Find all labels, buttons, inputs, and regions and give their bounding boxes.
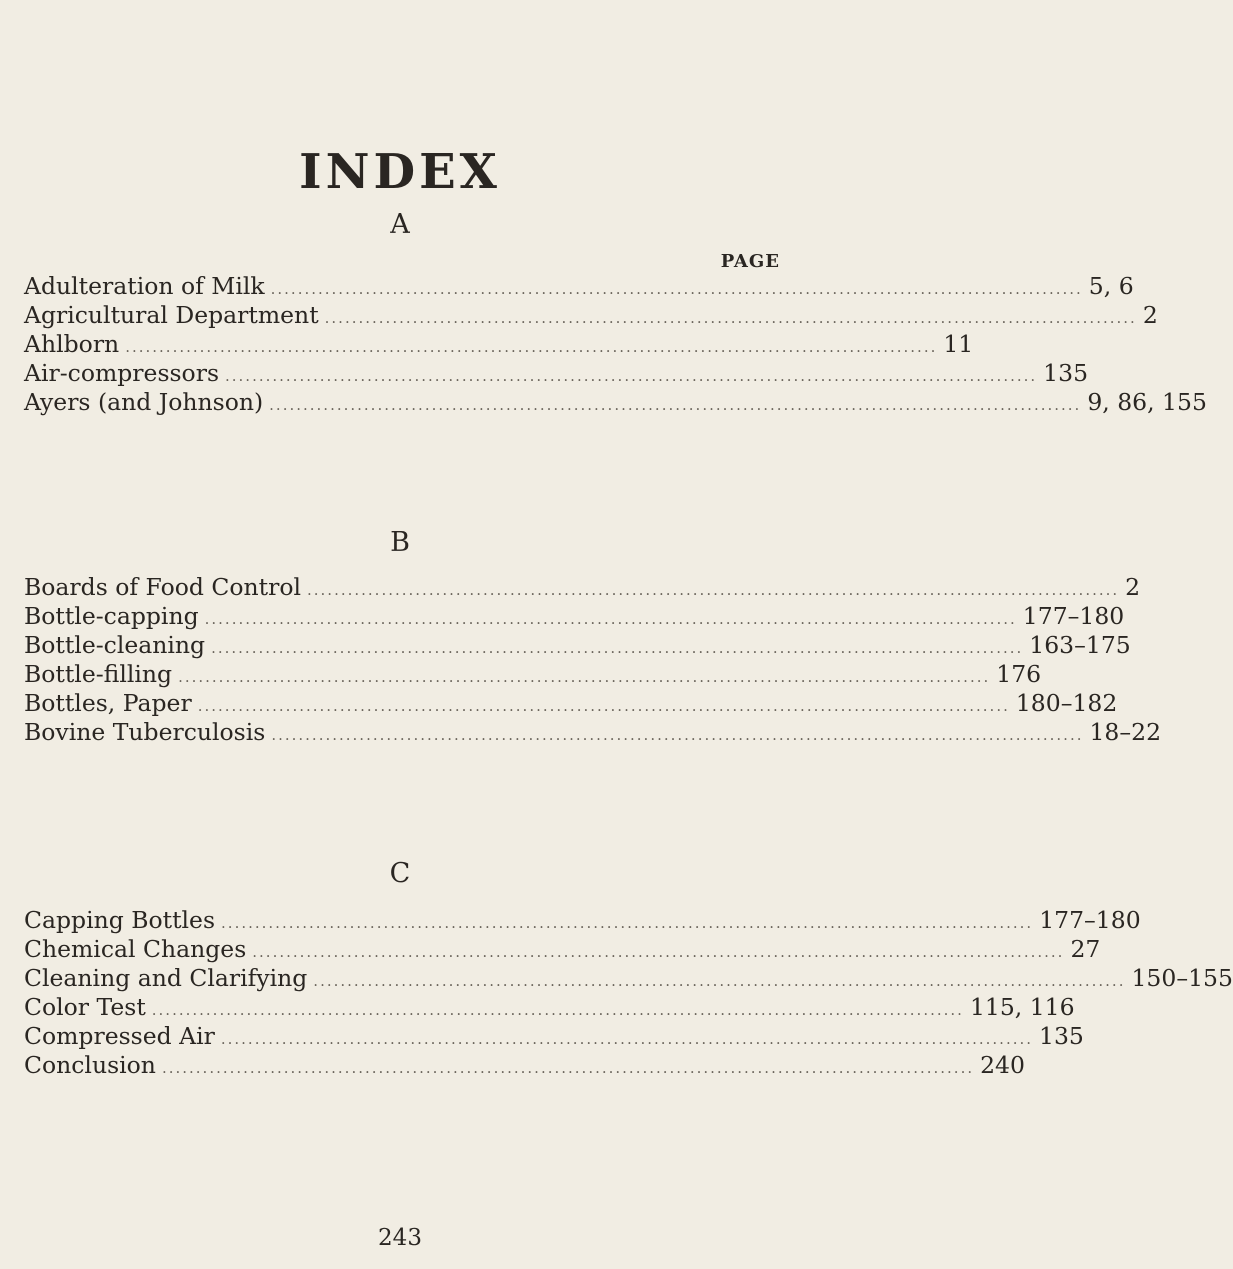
leader-dots: ........................................................................................................................ — [204, 610, 1017, 628]
entry-label: Ahlborn — [24, 330, 120, 358]
leader-dots: ........................................................................................................................ — [197, 697, 1010, 715]
entry-label: Color Test — [24, 993, 146, 1021]
index-entry — [24, 388, 1207, 417]
entry-pages: 27 — [1070, 935, 1101, 963]
page-number: 243 — [378, 1225, 422, 1251]
entry-label: Bottle-filling — [24, 660, 173, 688]
index-entry — [24, 1022, 1084, 1051]
entry-pages: 135 — [1043, 359, 1089, 387]
entry-label: Agricultural Department — [24, 301, 319, 329]
index-entry — [24, 301, 1158, 330]
leader-dots: ........................................................................................................................ — [161, 1059, 975, 1077]
entry-label: Bottle-capping — [24, 602, 199, 630]
section-c-entries — [24, 906, 1233, 1080]
index-entry — [24, 359, 1089, 388]
index-entry — [24, 602, 1125, 631]
leader-dots: ........................................................................................................................ — [269, 396, 1082, 414]
entry-pages: 163–175 — [1029, 631, 1131, 659]
entry-label: Boards of Food Control — [24, 573, 301, 601]
entry-label: Compressed Air — [24, 1022, 215, 1050]
leader-dots: ........................................................................................................................ — [125, 338, 938, 356]
leader-dots: ........................................................................................................................ — [324, 309, 1137, 327]
entry-pages: 135 — [1039, 1022, 1084, 1050]
entry-label: Bovine Tuberculosis — [24, 718, 266, 746]
page-column-label: PAGE — [720, 251, 780, 272]
leader-dots: ........................................................................................................................ — [252, 943, 1065, 961]
section-letter-b: B — [390, 527, 410, 558]
section-b-entries — [24, 573, 1162, 747]
section-a-entries — [24, 272, 1207, 417]
entry-label: Ayers (and Johnson) — [24, 388, 264, 416]
entry-pages: 9, 86, 155 — [1087, 388, 1207, 416]
index-entry — [24, 689, 1118, 718]
entry-pages: 115, 116 — [969, 993, 1075, 1021]
leader-dots: ........................................................................................................................ — [225, 367, 1038, 385]
leader-dots: ........................................................................................................................ — [271, 726, 1084, 744]
entry-pages: 180–182 — [1015, 689, 1118, 717]
entry-label: Adulteration of Milk — [24, 272, 265, 300]
index-entry — [24, 964, 1233, 993]
index-entry — [24, 660, 1042, 689]
index-entry — [24, 631, 1131, 660]
entry-label: Conclusion — [24, 1051, 156, 1079]
entry-pages: 2 — [1125, 573, 1141, 601]
entry-pages: 150–155 — [1131, 964, 1233, 992]
index-entry — [24, 573, 1141, 602]
entry-pages: 18–22 — [1089, 718, 1162, 746]
index-entry — [24, 330, 974, 359]
page-title: INDEX — [299, 144, 501, 200]
entry-pages: 5, 6 — [1088, 272, 1134, 300]
entry-label: Air-compressors — [24, 359, 219, 387]
section-letter-c: C — [389, 858, 411, 889]
entry-pages: 177–180 — [1039, 906, 1141, 934]
index-entry — [24, 906, 1141, 935]
entry-pages: 240 — [980, 1051, 1025, 1079]
leader-dots: ........................................................................................................................ — [270, 280, 1083, 298]
leader-dots: ........................................................................................................................ — [211, 639, 1024, 657]
index-entry — [24, 935, 1101, 964]
index-entry — [24, 993, 1075, 1022]
index-entry — [24, 272, 1134, 301]
entry-pages: 177–180 — [1022, 602, 1125, 630]
leader-dots: ........................................................................................................................ — [307, 581, 1120, 599]
leader-dots: ........................................................................................................................ — [221, 914, 1034, 932]
section-letter-a: A — [390, 209, 410, 240]
entry-label: Cleaning and Clarifying — [24, 964, 308, 992]
index-entry — [24, 1051, 1025, 1080]
index-entry — [24, 718, 1162, 747]
entry-label: Chemical Changes — [24, 935, 247, 963]
leader-dots: ........................................................................................................................ — [178, 668, 991, 686]
leader-dots: ........................................................................................................................ — [220, 1030, 1034, 1048]
entry-label: Bottle-cleaning — [24, 631, 206, 659]
entry-pages: 11 — [943, 330, 974, 358]
entry-label: Capping Bottles — [24, 906, 216, 934]
entry-pages: 176 — [996, 660, 1042, 688]
entry-pages: 2 — [1142, 301, 1158, 329]
entry-label: Bottles, Paper — [24, 689, 192, 717]
leader-dots: ........................................................................................................................ — [151, 1001, 964, 1019]
leader-dots: ........................................................................................................................ — [313, 972, 1126, 990]
